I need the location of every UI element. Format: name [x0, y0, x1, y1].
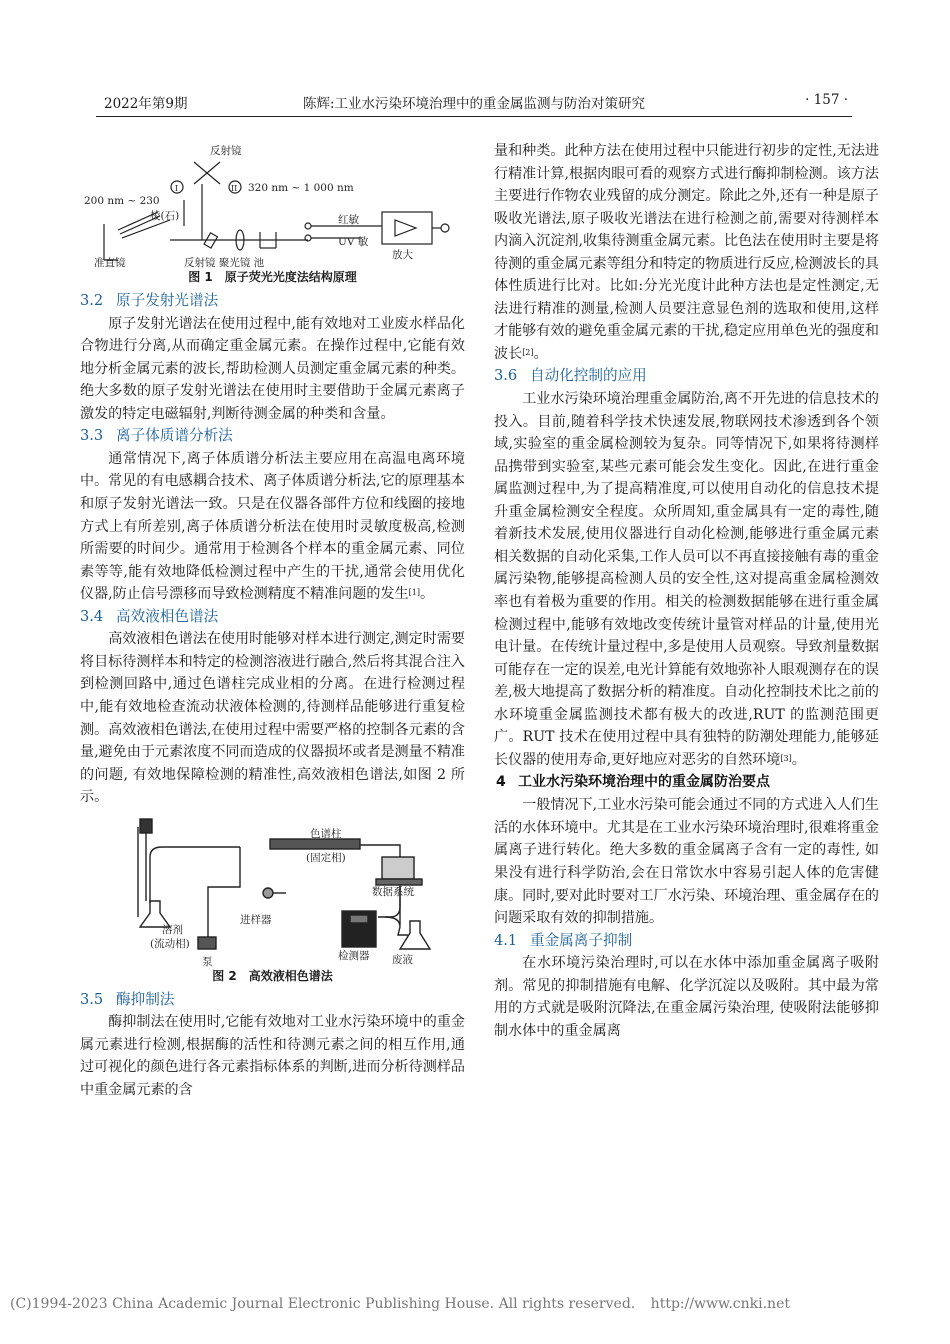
- figure-1-caption: [80, 268, 465, 290]
- section-3-2-heading: 3.2 原子发射光谱法: [80, 292, 219, 309]
- section-4-1-heading: 4.1 重金属离子抑制: [494, 931, 633, 949]
- fig2-solvent2-label: (流动相): [150, 937, 190, 950]
- section-3-3-heading: 3.3 离子体质谱分析法: [80, 427, 233, 445]
- figure-1-caption-text: 原子荧光光度法结构原理: [224, 270, 357, 284]
- section-3-4-paragraph: 高效液相色谱法在使用时能够对样本进行测定,测定时需要将目标待测样本和特定的检测溶液进行融合,然后将其混合注入到检测回路中,通过色谱柱完成业相的分离。在进行检测过程中,能有效地检查流动状液体检测的,待测样品能够进行重复检测。高效液相色谱法,在使用过程中需要严格的控制各元素的含量,避免由于元素浓度不同而造成的仪器损坏或者是测量不精准的问题, 有效地保障检测的精准性,高效液相色谱法,如图 2 所示。: [80, 631, 466, 806]
- section-3-5-heading: 3.5 酶抑制法: [80, 990, 175, 1008]
- section-3-4-heading: 3.4 高效液相色谱法: [80, 607, 219, 625]
- left-column: [80, 140, 465, 1102]
- fig2-column2-label: (固定相): [306, 851, 346, 864]
- fig2-waste-label: 废液: [392, 953, 413, 966]
- hplc-diagram: [80, 817, 465, 967]
- section-4-1-paragraph: 在水环境污染治理时,可以在水体中添加重金属离子吸附剂。常见的抑制措施有电解、化学沉淀以及吸附。其中最为常用的方式就是吸附沉降法,在重金属污染治理, 使吸附法能够抑制水体中的重金属离: [494, 955, 879, 1039]
- running-title: 陈辉:工业水污染环境治理中的重金属监测与防治对策研究: [302, 96, 646, 112]
- fig2-pump-label: 泵: [202, 955, 213, 967]
- fig2-solvent-label: 溶剂: [162, 923, 183, 936]
- fig1-range-right-label: 320 nm ~ 1 000 nm: [248, 182, 354, 194]
- right-column: [494, 140, 879, 1042]
- fig2-data-label: 数据系统: [372, 885, 414, 898]
- injector: [263, 888, 273, 898]
- journal-issue: 2022年第9期: [104, 96, 188, 112]
- chromatography-column: [270, 839, 360, 849]
- citation-2[interactable]: [2]: [522, 347, 534, 357]
- figure-2-caption: [80, 967, 465, 989]
- fig1-I-label: I: [175, 184, 179, 193]
- pump: [198, 937, 216, 949]
- fig1-amp-label: 放大: [392, 249, 413, 261]
- detector-red: [305, 223, 311, 229]
- fig1-red-label: 红敏: [338, 214, 359, 226]
- figure-1-caption-num: 图 1: [188, 270, 213, 284]
- section-3-2-paragraph: 原子发射光谱法在使用过程中,能有效地对工业废水样品化合物进行分离,从而确定重金属元素。在操作过程中,它能有效地分析金属元素的波长,帮助检测人员测定重金属元素的种类。绝大多数的原子发射光谱法在使用时主要借助于金属元素离子激发的特定电磁辐射,判断待测金属的种类和含量。: [80, 315, 466, 422]
- fig2-injector-label: 进样器: [240, 913, 272, 926]
- section-3-5-paragraph: 酶抑制法在使用时,它能有效地对工业水污染环境中的重金属元素进行检测,根据酶的活性和待测元素之间的相互作用,通过可视化的颜色进行各元素指标体系的判断,进而分析待测样品中重金属元素的含: [80, 1014, 466, 1098]
- afs-diagram: [80, 140, 465, 268]
- data-system-monitor: [382, 857, 414, 879]
- fig2-column-label: 色谱柱: [310, 827, 342, 840]
- fig1-mirror-top-label: 反射镜: [210, 145, 242, 157]
- section-3-6-heading: 3.6 自动化控制的应用: [494, 367, 647, 385]
- fig2-detector-label: 检测器: [338, 949, 370, 962]
- section-3-6-paragraph: 工业水污染环境治理重金属防治,离不开先进的信息技术的投入。目前,随着科学技术快速发展,物联网技术渗透到各个领域,实验室的重金属检测较为复杂。同等情况下,如果将待测样品携带到实验室,某些元素可能会发生变化。因此,在进行重金属监测过程中,为了提高精准度,可以使用自动化的信息技术提升重金属检测安全程度。众所周知,重金属具有一定的毒性,随着新技术发展,使用仪器进行自动化检测,能够进行重金属元素相关数据的自动化采集,工作人员可以不再直接接触有毒的重金属污染物,能够提高检测人员的安全性,这对提高重金属检测效率也有着极为重要的作用。相关的检测数据能够在进行重金属检测过程中,能够有效地改变传统计量管对样品的计量,使用光电计量。在传统计量过程中,多是使用人员观察。导致剂量数据可能存在一定的误差,电光计算能有效地弥补人眼观测存在的误差,极大地提高了数据分析的精准度。自动化控制技术比之前的水环境重金属监测技术都有极大的改进,RUT 的监测范围更广。RUT 技术在使用过程中具有独特的防潮处理能力,能够延长仪器的使用寿命,更好地应对恶劣的自然环境[3]。: [494, 391, 880, 768]
- figure-2-caption-text: 高效液相色谱法: [248, 968, 333, 983]
- solvent-reservoir-cap: [140, 819, 152, 833]
- figure-1: [80, 140, 465, 268]
- fig1-collimator-label: 准直镜: [94, 257, 126, 268]
- fig1-uv-label: UV 敏: [338, 236, 369, 248]
- section-4-heading: 4 工业水污染环境治理中的重金属防治要点: [496, 774, 770, 791]
- fig1-prism-label: 棱(石): [150, 210, 180, 222]
- fig1-range-left-label: 200 nm ~ 230: [84, 195, 160, 207]
- copyright-notice: (C)1994-2023 China Academic Journal Electronic Publishing House. All rights reserved.: [10, 1296, 636, 1312]
- section-4-paragraph: 一般情况下,工业水污染可能会通过不同的方式进入人们生活的水体环境中。尤其是在工业水污染环境治理时,很难将重金属离子进行转化。绝大多数的重金属离子含有一定的毒性, 如果没有进行科学防治,会在日常饮水中容易引起人体的危害健康。同时,要对此时要对工厂水污染、环境治理、重金属存在的问题采取有效的抑制措施。: [494, 797, 880, 927]
- fig1-bottom-label: 反射镜 聚光镜 池: [184, 257, 265, 268]
- section-3-3-paragraph: 通常情况下,离子体质谱分析法主要应用在高温电离环境中。常见的有电感耦合技术、离子体质谱分析法,它的原理基本和原子发射光谱法一致。只是在仪器各部件方位和线圈的接地方式上有所差别,离子体质谱分析法在使用时灵敏度极高,检测所需要的时间少。通常用于检测各个样本的重金属元素、同位素等等,能有效地降低检测过程中产生的干扰,通常会使用优化仪器,防止信号漂移而导致检测精度不精准问题的发生[1]。: [80, 450, 466, 603]
- page-header: [96, 90, 852, 117]
- citation-3[interactable]: [3]: [780, 753, 792, 763]
- section-3-5-continuation: 量和种类。此种方法在使用过程中只能进行初步的定性,无法进行精准计算,根据肉眼可看的观察方式进行酶抑制检测。该方法主要进行作物农业残留的成分测定。除此之外,还有一种是原子吸收光谱法,原子吸收光谱法在进行检测之前,需要对待测样本内滴入沉淀剂,收集待测重金属元素。比色法在使用时主要是将待测的重金属元素等组分和特定的物质进行反应,检测波长的具体性质进行比对。比如:分光光度计此种方法也是定性测定,无法进行精准的测量,检测人员要注意显色剂的选取和使用,这样才能够有效的避免重金属元素的干扰,稳定应用单色光的强度和波长[2]。: [494, 143, 880, 362]
- figure-2-caption-num: 图 2: [212, 968, 237, 983]
- figure-2: [80, 817, 465, 967]
- amplifier-box: [382, 212, 432, 244]
- fig1-II-label: II: [231, 184, 238, 193]
- page-number: · 157 ·: [805, 92, 848, 108]
- cnki-link[interactable]: http://www.cnki.net: [650, 1296, 790, 1312]
- citation-1[interactable]: [1]: [408, 588, 420, 598]
